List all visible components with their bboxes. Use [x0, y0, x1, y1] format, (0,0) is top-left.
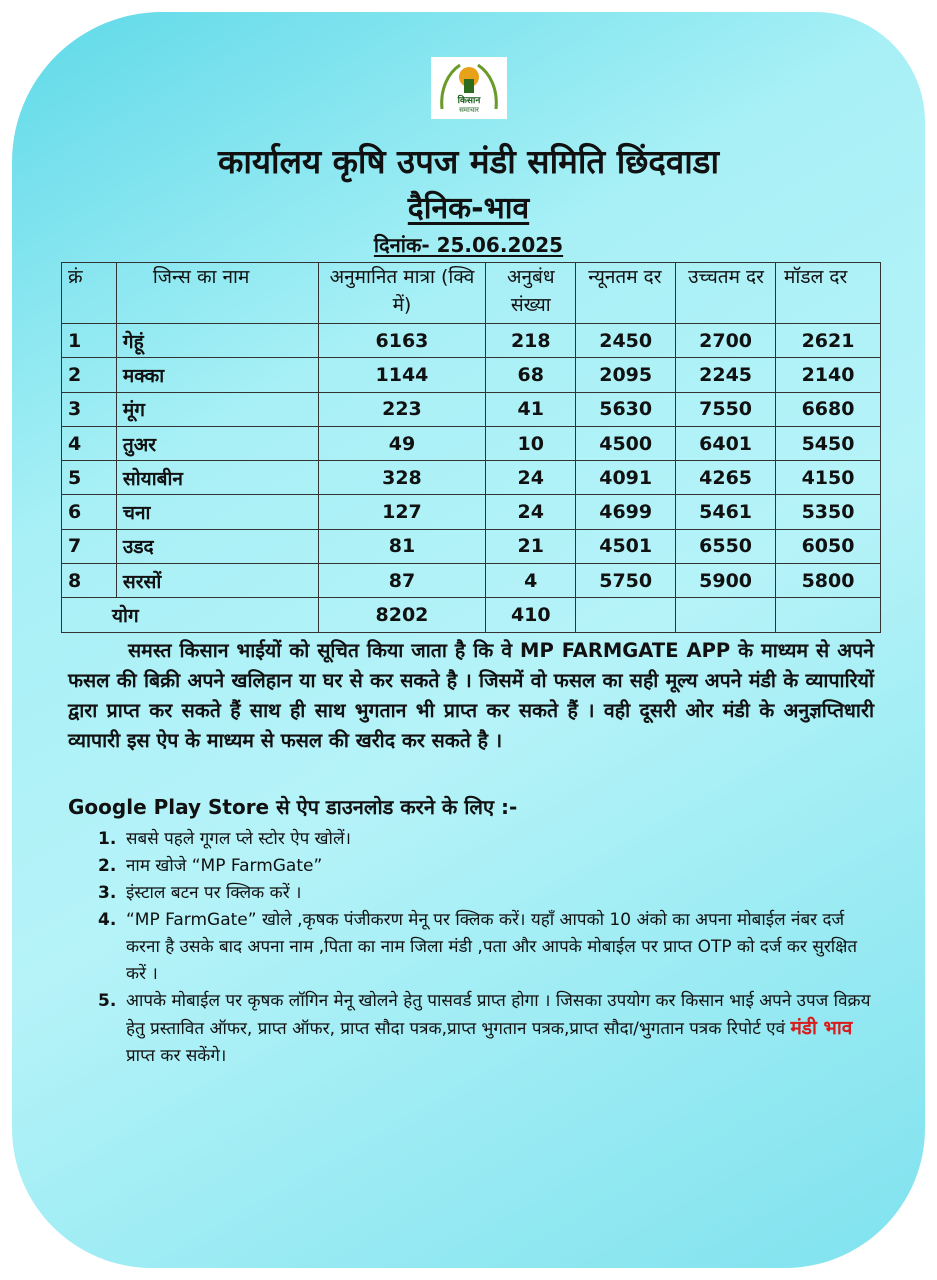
cell-modal: 6680	[776, 392, 881, 426]
table-row	[62, 564, 881, 598]
cell-sr: 3	[62, 392, 117, 426]
list-item	[98, 880, 876, 907]
date-text: दिनांक- 25.06.2025	[373, 233, 564, 257]
kisan-samachar-logo	[431, 57, 507, 119]
col-name: जिन्स का नाम	[116, 263, 318, 324]
svg-text:समाचार: समाचार	[459, 106, 479, 114]
cell-sr: 6	[62, 495, 117, 529]
cell-min: 4500	[576, 426, 676, 460]
cell-contracts: 24	[486, 461, 576, 495]
cell-sr: 2	[62, 358, 117, 392]
cell-max: 4265	[676, 461, 776, 495]
col-sr: क्रं	[62, 263, 117, 324]
cell-qty: 127	[318, 495, 486, 529]
cell-min: 4501	[576, 529, 676, 563]
mandi-bhav-highlight: मंडी भाव	[790, 1017, 853, 1039]
svg-text:किसान: किसान	[457, 96, 481, 106]
subtitle-text: दैनिक-भाव	[407, 191, 530, 226]
cell-modal: 2140	[776, 358, 881, 392]
cell-qty: 49	[318, 426, 486, 460]
list-item	[98, 988, 876, 1070]
cell-contracts: 218	[486, 324, 576, 358]
cell-name: मूंग	[116, 392, 318, 426]
cell-modal: 5800	[776, 564, 881, 598]
cell-qty: 6163	[318, 324, 486, 358]
list-item	[98, 826, 876, 853]
table-row	[62, 495, 881, 529]
cell-qty: 223	[318, 392, 486, 426]
total-row	[62, 598, 881, 632]
cell-contracts: 24	[486, 495, 576, 529]
cell-max: 2245	[676, 358, 776, 392]
total-qty: 8202	[318, 598, 486, 632]
page-subtitle	[0, 186, 937, 227]
cell-name: मक्का	[116, 358, 318, 392]
table-header-row	[62, 263, 881, 324]
cell-name: उडद	[116, 529, 318, 563]
cell-modal: 2621	[776, 324, 881, 358]
step-text: “MP FarmGate” खोले ,कृषक पंजीकरण मेनू पर क्लिक करें। यहाँ आपको 10 अंको का अपना मोबाईल नंबर दर्ज करना है उसके बाद अपना नाम ,पिता का नाम जिला मंडी ,पता और आपके मोबाईल पर प्राप्त OTP को दर्ज कर सुरक्षित करें ।	[126, 910, 858, 984]
cell-max: 5900	[676, 564, 776, 598]
col-qty: अनुमानित मात्रा (क्वि में)	[318, 263, 486, 324]
step-text: सबसे पहले गूगल प्ले स्टोर ऐप खोलें।	[126, 829, 351, 849]
cell-sr: 5	[62, 461, 117, 495]
table-row	[62, 426, 881, 460]
cell-sr: 7	[62, 529, 117, 563]
step-number: 3.	[98, 883, 117, 903]
cell-min: 2095	[576, 358, 676, 392]
total-contracts: 410	[486, 598, 576, 632]
table-row	[62, 461, 881, 495]
download-steps-list	[98, 826, 876, 1070]
cell-contracts: 4	[486, 564, 576, 598]
cell-modal: 5350	[776, 495, 881, 529]
cell-name: सरसों	[116, 564, 318, 598]
cell-modal: 6050	[776, 529, 881, 563]
cell-modal: 4150	[776, 461, 881, 495]
step-text: आपके मोबाईल पर कृषक लॉगिन मेनू खोलने हेतु पासवर्ड प्राप्त होगा । जिसका उपयोग कर किसान भाई अपने उपज विक्रय हेतु प्रस्तावित ऑफर, प्राप्त ऑफर, प्राप्त सौदा पत्रक,प्राप्त भुगतान पत्रक,प्राप्त सौदा/भुगतान पत्रक रिपोर्ट एवं	[126, 991, 871, 1039]
total-empty-min	[576, 598, 676, 632]
download-instructions-heading: Google Play Store से ऐप डाउनलोड करने के लिए :-	[68, 795, 518, 819]
list-item	[98, 853, 876, 880]
cell-contracts: 10	[486, 426, 576, 460]
cell-max: 2700	[676, 324, 776, 358]
table-row	[62, 358, 881, 392]
cell-min: 4091	[576, 461, 676, 495]
cell-sr: 1	[62, 324, 117, 358]
cell-contracts: 68	[486, 358, 576, 392]
cell-name: चना	[116, 495, 318, 529]
cell-name: तुअर	[116, 426, 318, 460]
table-row	[62, 392, 881, 426]
cell-qty: 1144	[318, 358, 486, 392]
office-title: कार्यालय कृषि उपज मंडी समिति छिंदवाडा	[218, 142, 719, 181]
notice-paragraph: समस्त किसान भाईयों को सूचित किया जाता है कि वे MP FARMGATE APP के माध्यम से अपने फसल की बिक्री अपने खलिहान या घर से कर सकते है । जिसमें वो फसल का सही मूल्य अपने मंडी के व्यापारियों द्वारा प्राप्त कर सकते हैं साथ ही साथ भुगतान भी प्राप्त कर सकते हैं । वही दूसरी ओर मंडी के अनुज्ञप्तिधारी व्यापारी इस ऐप के माध्यम से फसल की खरीद कर सकते है ।	[68, 639, 874, 752]
daily-rates-table	[61, 262, 881, 633]
cell-min: 2450	[576, 324, 676, 358]
step-number: 2.	[98, 856, 117, 876]
total-label: योग	[62, 598, 319, 632]
col-modal: मॉडल दर	[776, 263, 881, 324]
cell-name: गेहूं	[116, 324, 318, 358]
step-text: इंस्टाल बटन पर क्लिक करें ।	[126, 883, 302, 903]
list-item	[98, 907, 876, 988]
step-number: 1.	[98, 829, 117, 849]
cell-contracts: 21	[486, 529, 576, 563]
cell-modal: 5450	[776, 426, 881, 460]
logo-emblem-icon	[434, 59, 504, 117]
col-contracts: अनुबंध संख्या	[486, 263, 576, 324]
cell-qty: 328	[318, 461, 486, 495]
cell-name: सोयाबीन	[116, 461, 318, 495]
date-line	[0, 231, 937, 258]
cell-qty: 81	[318, 529, 486, 563]
cell-contracts: 41	[486, 392, 576, 426]
step-text-tail: प्राप्त कर सकेंगे।	[126, 1046, 227, 1066]
cell-min: 4699	[576, 495, 676, 529]
cell-max: 7550	[676, 392, 776, 426]
col-min: न्यूनतम दर	[576, 263, 676, 324]
col-max: उच्चतम दर	[676, 263, 776, 324]
total-empty-max	[676, 598, 776, 632]
cell-max: 5461	[676, 495, 776, 529]
table-row	[62, 529, 881, 563]
cell-min: 5750	[576, 564, 676, 598]
step-number: 5.	[98, 991, 117, 1011]
step-number: 4.	[98, 910, 117, 930]
table-row	[62, 324, 881, 358]
step-text-wrap	[126, 988, 876, 1070]
cell-max: 6550	[676, 529, 776, 563]
cell-qty: 87	[318, 564, 486, 598]
cell-sr: 8	[62, 564, 117, 598]
cell-sr: 4	[62, 426, 117, 460]
step-text: नाम खोजे “MP FarmGate”	[126, 856, 323, 876]
cell-max: 6401	[676, 426, 776, 460]
total-empty-modal	[776, 598, 881, 632]
cell-min: 5630	[576, 392, 676, 426]
